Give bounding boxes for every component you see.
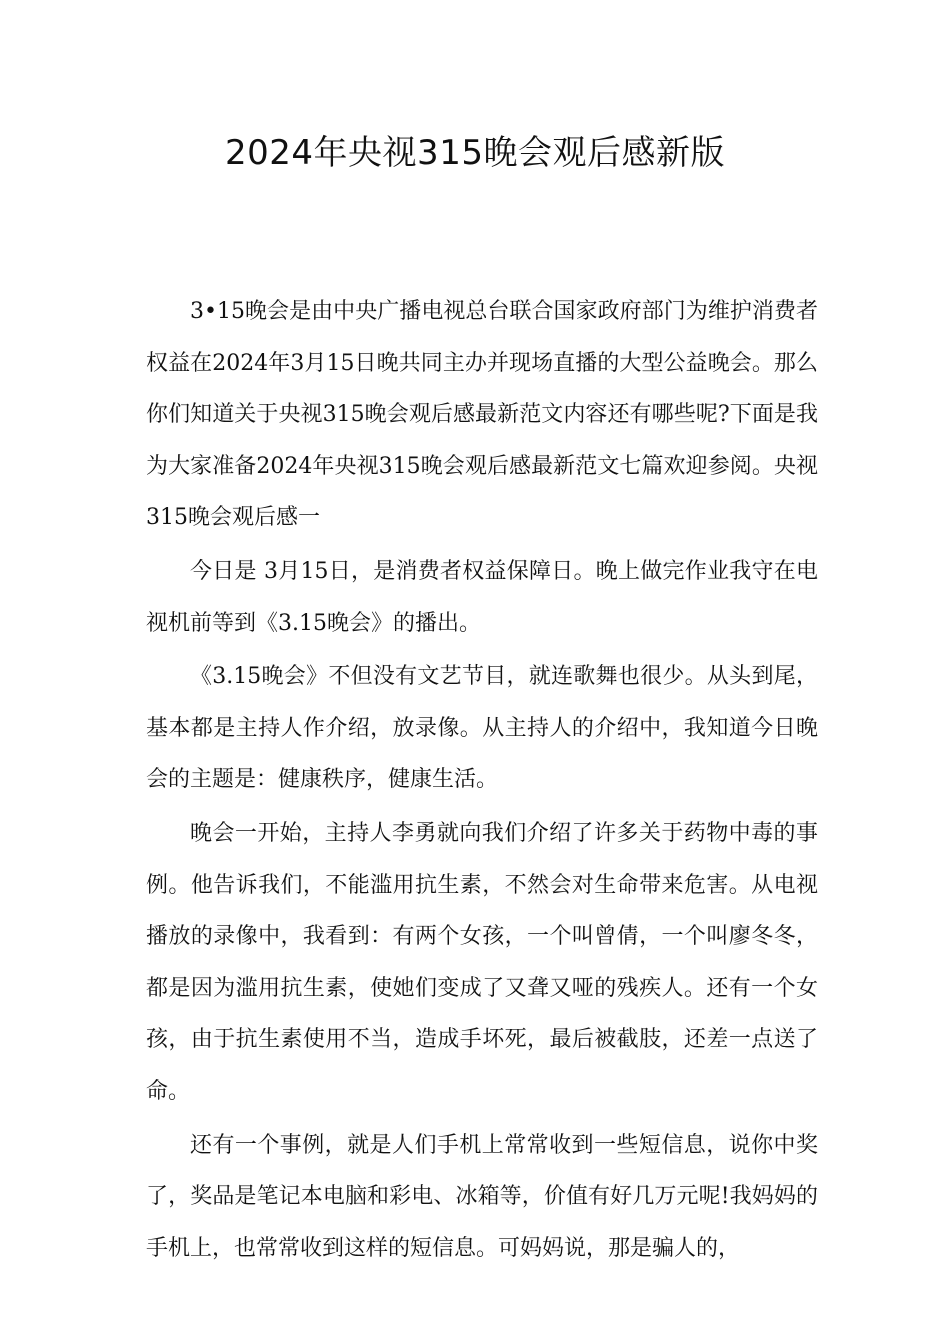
paragraph-antibiotics: 晚会一开始，主持人李勇就向我们介绍了许多关于药物中毒的事例。他告诉我们，不能滥用抗生素，不然会对生命带来危害。从电视播放的录像中，我看到：有两个女孩，一个叫曾倩，一个叫廖冬冬，都是因为滥用抗生素，使她们变成了又聋又哑的残疾人。还有一个女孩，由于抗生素使用不当，造成手坏死，最后被截肢，还差一点送了命。 — [146, 820, 818, 1104]
paragraph-program-theme: 《3.15晚会》不但没有文艺节目，就连歌舞也很少。从头到尾，基本都是主持人作介绍，放录像。从主持人的介绍中，我知道今日晚会的主题是：健康秩序，健康生活。 — [146, 664, 818, 793]
paragraph-intro: 3•15晚会是由中央广播电视总台联合国家政府部门为维护消费者权益在2024年3月15日晚共同主办并现场直播的大型公益晚会。那么你们知道关于央视315晚会观后感最新范文内容还有哪些呢?下面是我为大家准备2024年央视315晚会观后感最新范文七篇欢迎参阅。央视315晚会观后感一 — [146, 299, 818, 531]
paragraph-march-15: 今日是 3月15日，是消费者权益保障日。晚上做完作业我守在电视机前等到《3.15晚会》的播出。 — [146, 558, 818, 636]
paragraph-sms-scam: 还有一个事例，就是人们手机上常常收到一些短信息，说你中奖了，奖品是笔记本电脑和彩电、冰箱等，价值有好几万元呢!我妈妈的手机上，也常常收到这样的短信息。可妈妈说，那是骗人的， — [146, 1132, 818, 1261]
document-title: 2024年央视315晚会观后感新版 — [225, 133, 725, 173]
document-body — [146, 286, 818, 1276]
